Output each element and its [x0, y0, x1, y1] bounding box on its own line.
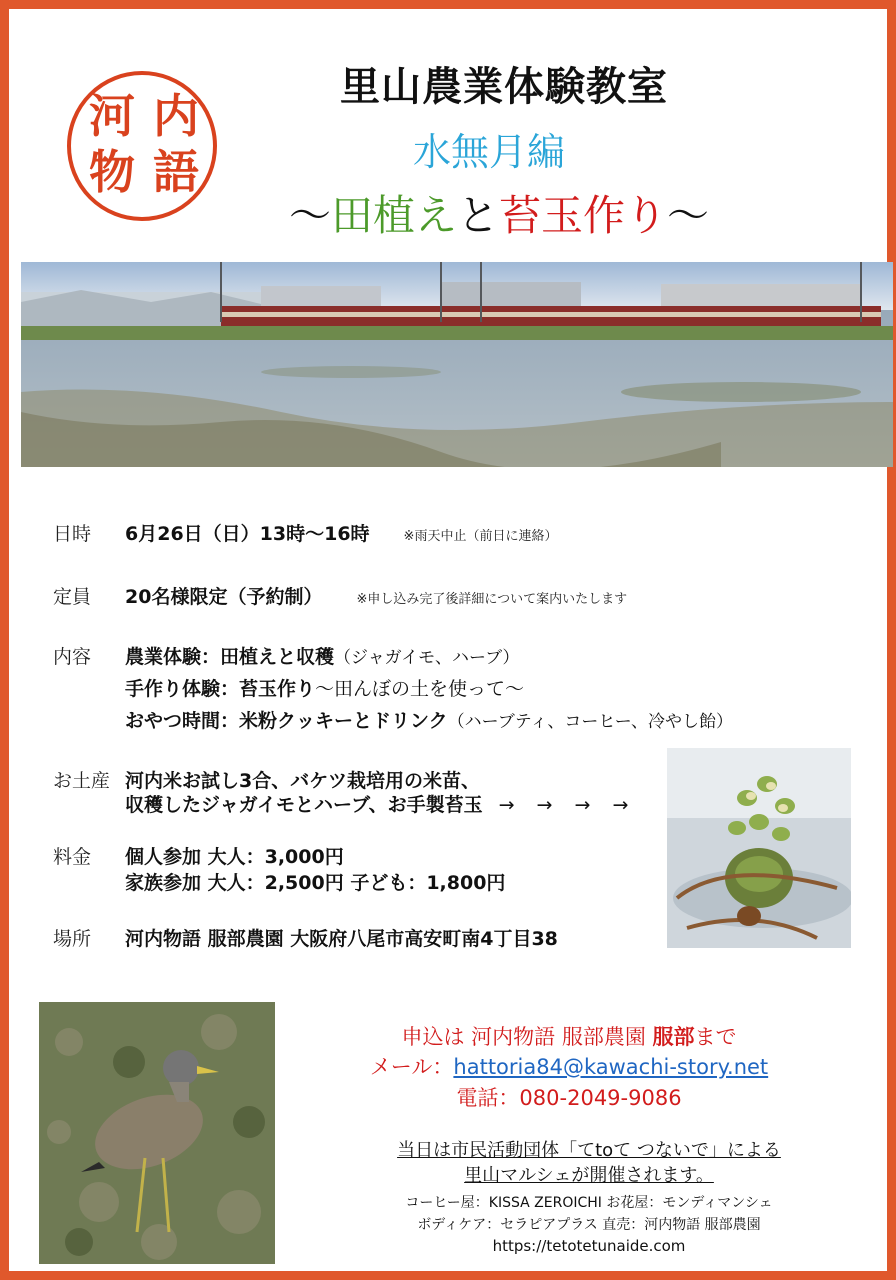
place-label: 場所 — [53, 928, 92, 950]
kawachi-monogatari-seal — [67, 71, 217, 221]
capacity-label: 定員 — [53, 586, 92, 608]
kokedama-photo — [667, 748, 851, 948]
seal-char: 内 — [153, 89, 199, 143]
theme-rice-planting: 田植え — [330, 191, 457, 240]
phone-line: 電話：080-2049-9086 — [456, 1086, 682, 1110]
market-url[interactable]: https://tetotetunaide.com — [492, 1237, 686, 1255]
souvenir-row — [53, 766, 480, 793]
fee-line-2-row — [125, 868, 505, 895]
market-line-2: 里山マルシェが開催されます。 — [464, 1165, 714, 1186]
seal-char: 語 — [153, 145, 199, 199]
content-row — [53, 642, 519, 669]
apply-line: 申込は 河内物語 服部農園 服部まで — [401, 1025, 737, 1049]
fee-line-2: 家族参加 大人：2,500円 子ども：1,800円 — [125, 872, 506, 894]
content-label: 内容 — [53, 646, 92, 668]
mail-link[interactable]: hattoria84@kawachi-story.net — [453, 1055, 769, 1079]
place-value: 河内物語 服部農園 大阪府八尾市高安町南4丁目38 — [125, 928, 558, 950]
seal-char: 河 — [89, 89, 135, 143]
souvenir-line-1: 河内米お試し3合、バケツ栽培用の米苗、 — [125, 770, 481, 792]
souvenir-line-2-row — [125, 790, 636, 817]
fee-label: 料金 — [53, 846, 92, 868]
content-item-3-note: （ハーブティ、コーヒー、冷やし飴） — [447, 712, 734, 732]
seal-char: 物 — [89, 145, 135, 199]
date-label: 日時 — [53, 523, 92, 545]
arrow-icon: → → → → — [498, 794, 637, 816]
apply-name: 服部 — [652, 1025, 695, 1049]
content-item-1-note: （ジャガイモ、ハーブ） — [334, 648, 520, 668]
page-title: 里山農業体験教室 — [340, 64, 668, 110]
capacity-value: 20名様限定（予約制） — [125, 586, 323, 608]
market-line-3: コーヒー屋：KISSA ZEROICHI お花屋：モンディマンシェ — [405, 1195, 773, 1211]
mail-label: メール： — [369, 1055, 454, 1079]
bird-photo — [39, 1002, 275, 1264]
capacity-note: ※申し込み完了後詳細について案内いたします — [356, 592, 628, 607]
capacity-row — [53, 582, 627, 609]
souvenir-label: お土産 — [53, 770, 111, 792]
market-line-1: 当日は市民活動団体「てtoて つないで」による — [397, 1140, 781, 1161]
souvenir-line-2: 収穫したジャガイモとハーブ、お手製苔玉 — [125, 794, 483, 816]
mail-line — [309, 1051, 829, 1081]
content-item-2-row — [125, 674, 524, 701]
date-value: 6月26日（日）13時～16時 — [125, 523, 370, 545]
fee-line-1: 個人参加 大人：3,000円 — [125, 846, 344, 868]
content-item-3: おやつ時間：米粉クッキーとドリンク — [125, 710, 448, 732]
date-note: ※雨天中止（前日に連絡） — [403, 529, 558, 544]
theme-kokedama: 苔玉作り — [499, 191, 668, 240]
content-item-2: 手作り体験：苔玉作り — [125, 678, 316, 700]
date-row — [53, 519, 557, 546]
content-item-2-note: ～田んぼの土を使って～ — [315, 678, 525, 700]
event-theme: ～田植えと苔玉作り～ — [288, 191, 710, 240]
page-subtitle: 水無月編 — [412, 130, 565, 174]
content-item-1: 農業体験：田植えと収穫 — [125, 646, 335, 668]
content-item-3-row — [125, 706, 733, 733]
market-line-4: ボディケア：セラピアプラス 直売：河内物語 服部農園 — [417, 1217, 761, 1233]
fee-row — [53, 842, 344, 869]
rice-paddy-photo — [21, 262, 893, 467]
place-row — [53, 924, 558, 951]
